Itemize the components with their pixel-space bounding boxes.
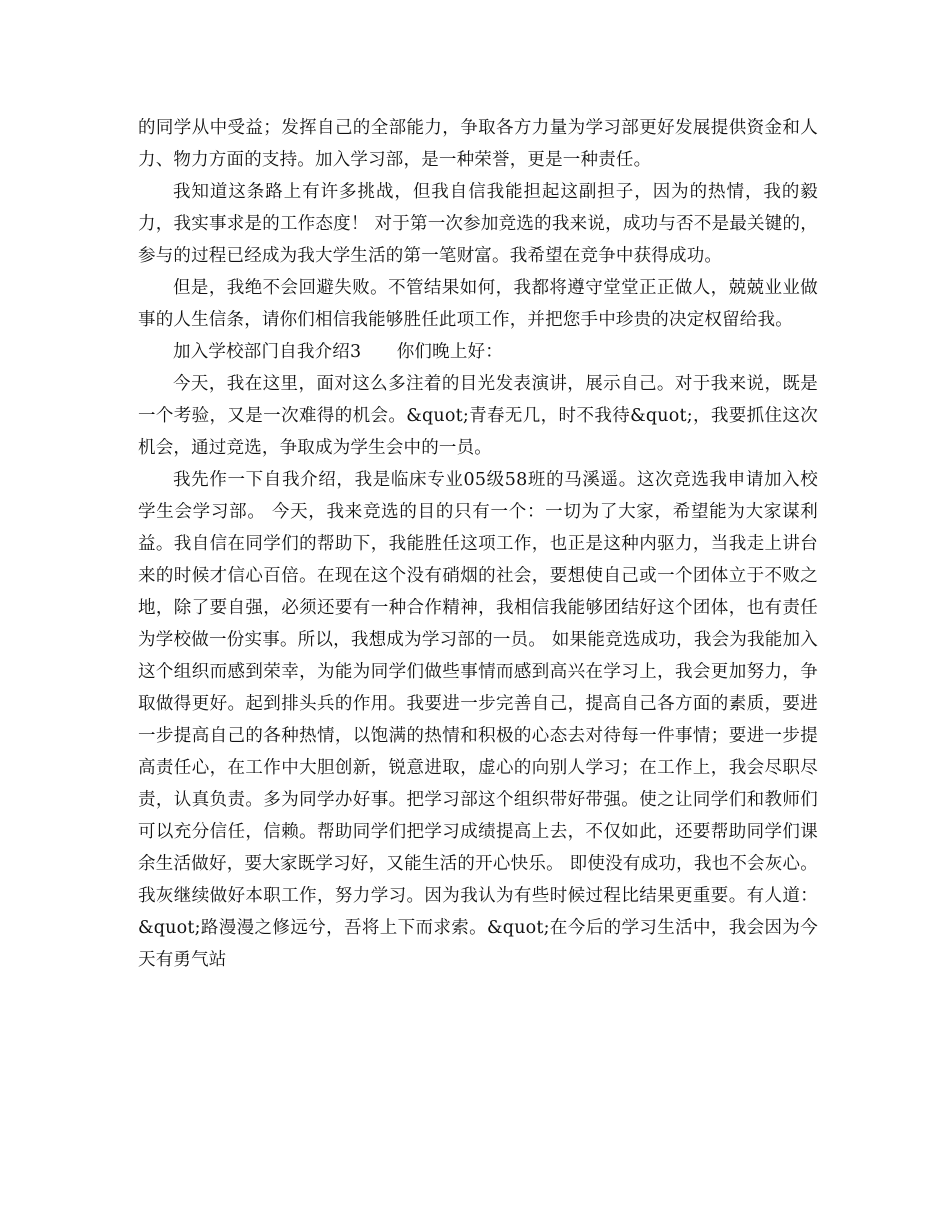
section-heading-line: 加入学校部门自我介绍3 你们晚上好： [173,342,503,362]
paragraph-1: 的同学从中受益；发挥自己的全部能力，争取各方力量为学习部更好发展提供资金和人力、物力方面的支持。加入学习部，是一种荣誉，更是一种责任。 [138,118,818,170]
paragraph-5: 我先作一下自我介绍，我是临床专业05级58班的马溪遥。这次竞选我申请加入校学生会学习部。 今天，我来竞选的目的只有一个：一切为了大家，希望能为大家谋利益。我自信在同学们的帮助下，我能胜任这项工作，也正是这种内驱力，当我走上讲台来的时候才信心百倍。在现在这个没有硝烟的社会，要想使自己或一个团体立于不败之地，除了要自强，必须还要有一种合作精神，我相信我能够团结好这个团体，也有责任为学校做一份实事。所以，我想成为学习部的一员。 如果能竞选成功，我会为我能加入这个组织而感到荣幸，为能为同学们做些事情而感到高兴在学习上，我会更加努力，争取做得更好。起到排头兵的作用。我要进一步完善自己，提高自己各方面的素质，要进一步提高自己的各种热情，以饱满的热情和积极的心态去对待每一件事情；要进一步提高责任心，在工作中大胆创新，锐意进取，虚心的向别人学习；在工作上，我会尽职尽责，认真负责。多为同学办好事。把学习部这个组织带好带强。使之让同学们和教师们可以充分信任，信赖。帮助同学们把学习成绩提高上去，不仅如此，还要帮助同学们课余生活做好，要大家既学习好，又能生活的开心快乐。 即使没有成功，我也不会灰心。我灰继续做好本职工作，努力学习。因为我认为有些时候过程比结果更重要。有人道：&quot;路漫漫之修远兮，吾将上下而求索。&quot;在今后的学习生活中，我会因为今天有勇气站 [138,470,818,970]
paragraph-4: 今天，我在这里，面对这么多注着的目光发表演讲，展示自己。对于我来说，既是一个考验，又是一次难得的机会。&quot;青春无几，时不我待&quot;，我要抓住这次机会，通过竞选，争取成为学生会中的一员。 [138,374,818,458]
paragraph-2: 我知道这条路上有许多挑战，但我自信我能担起这副担子，因为的热情，我的毅力，我实事求是的工作态度！ 对于第一次参加竞选的我来说，成功与否不是最关键的，参与的过程已经成为我大学生活的第一笔财富。我希望在竞争中获得成功。 [138,182,818,266]
document-body [138,112,818,976]
paragraph-3: 但是，我绝不会回避失败。不管结果如何，我都将遵守堂堂正正做人，兢兢业业做事的人生信条，请你们相信我能够胜任此项工作，并把您手中珍贵的决定权留给我。 [138,278,818,330]
